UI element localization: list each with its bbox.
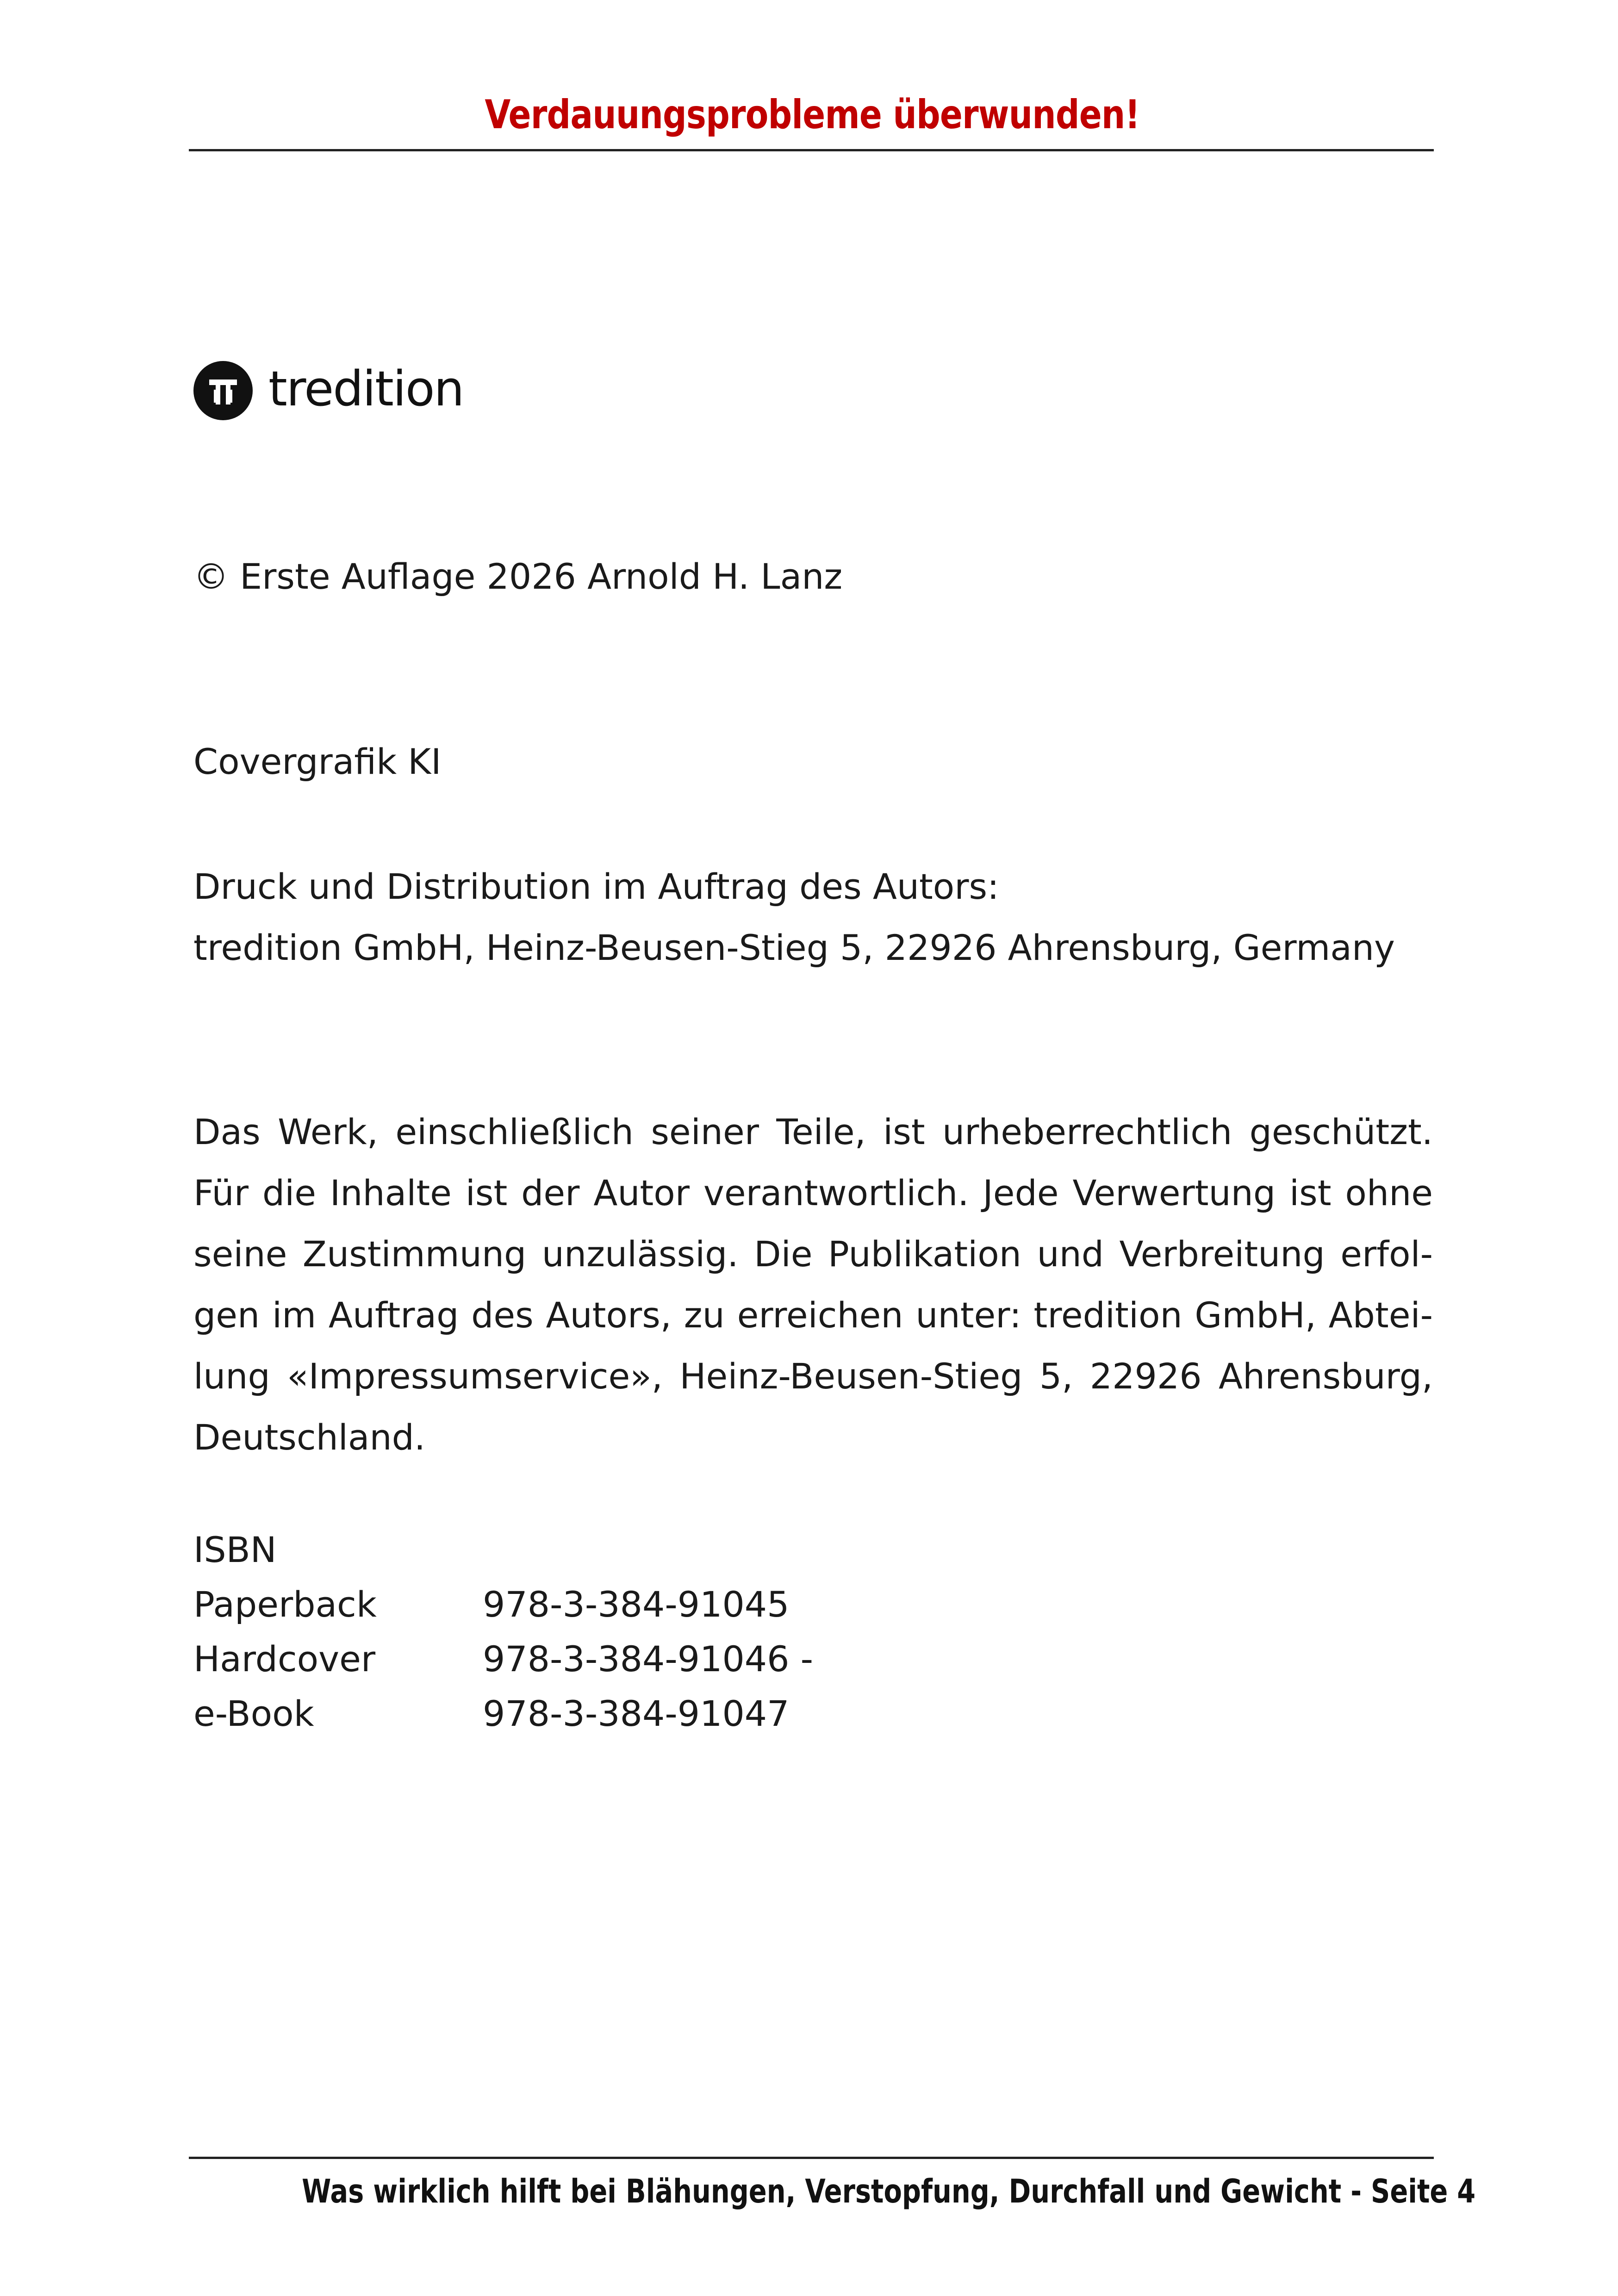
isbn-format-label: Hardcover <box>193 1638 376 1680</box>
legal-notice <box>193 1101 1433 1468</box>
publisher-address-line: tredition GmbH, Heinz-Beusen-Stieg 5, 22926 Ahrensburg, Germany <box>193 927 1395 968</box>
print-distribution-line: Druck und Distribution im Auftrag des Autors: <box>193 866 999 907</box>
isbn-row-ebook <box>193 1686 813 1741</box>
isbn-format-label: e-Book <box>193 1693 314 1734</box>
publisher-logo <box>193 361 463 420</box>
legal-notice-line: Das Werk, einschließlich seiner Teile, ist urheberrechtlich geschützt. <box>193 1111 1433 1152</box>
isbn-number: 978-3-384-91047 <box>483 1693 790 1734</box>
legal-notice-line: lung «Impressumservice», Heinz-Beusen-Stieg 5, 22926 Ahrensburg, <box>193 1356 1433 1397</box>
footer-rule <box>189 2157 1434 2159</box>
isbn-format-label: Paperback <box>193 1584 377 1625</box>
logo-wordmark: tredition <box>268 361 464 417</box>
tredition-logo-icon <box>193 361 253 420</box>
isbn-number: 978-3-384-91046 - <box>483 1638 814 1680</box>
isbn-block <box>193 1523 813 1741</box>
isbn-row-paperback <box>193 1577 813 1632</box>
isbn-row-hardcover <box>193 1632 813 1686</box>
running-footer: Was wirklich hilft bei Blähungen, Verstopfung, Durchfall und Gewicht - Seite 4 <box>302 2172 1476 2210</box>
isbn-heading: ISBN <box>193 1529 277 1570</box>
running-header-title: Verdauungsprobleme überwunden! <box>485 92 1140 138</box>
legal-notice-line: seine Zustimmung unzulässig. Die Publikation und Verbreitung erfol- <box>193 1233 1433 1275</box>
legal-notice-line: Deutschland. <box>193 1417 426 1458</box>
cover-credit: Covergrafik KI <box>193 741 442 782</box>
header-rule <box>189 149 1434 151</box>
copyright-line: © Erste Auflage 2026 Arnold H. Lanz <box>193 556 843 597</box>
legal-notice-line: Für die Inhalte ist der Autor verantwortlich. Jede Verwertung ist ohne <box>193 1172 1433 1213</box>
legal-notice-line: gen im Auftrag des Autors, zu erreichen unter: tredition GmbH, Abtei- <box>193 1294 1433 1336</box>
isbn-number: 978-3-384-91045 <box>483 1584 790 1625</box>
